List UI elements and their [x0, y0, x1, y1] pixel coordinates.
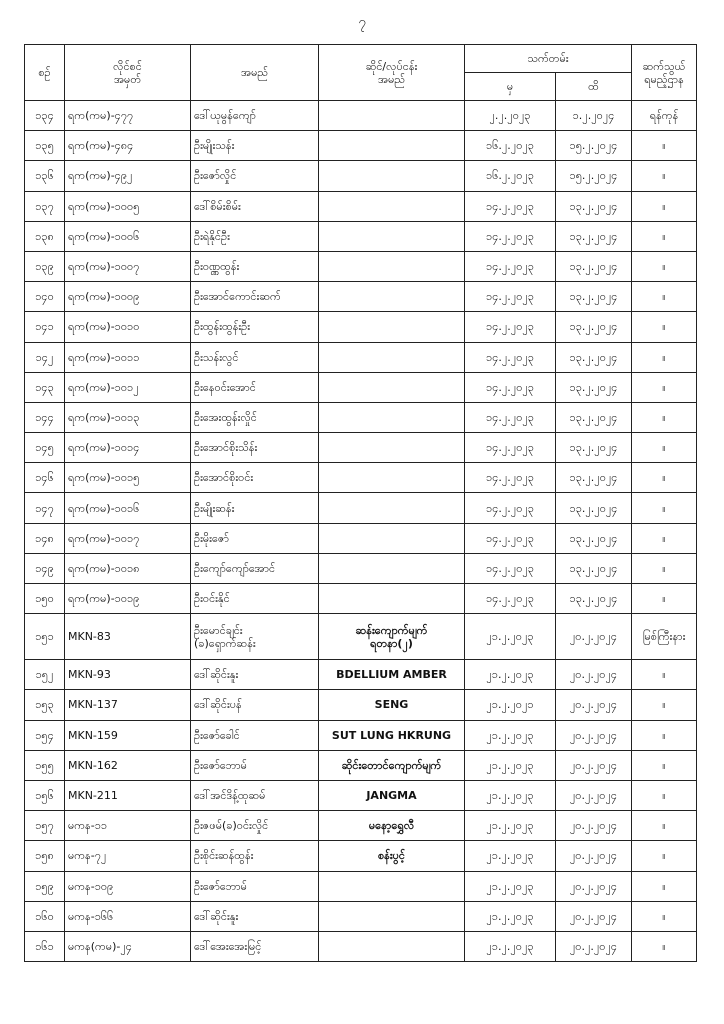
shop-name-cell	[319, 372, 465, 402]
owner-name-cell: ဦးအောင်ကောင်းဆက်	[191, 282, 319, 312]
valid-from-cell: ၁၄.၂.၂၀၂၃	[465, 463, 556, 493]
license-number-cell: ရက(ကမ)-၁၀၁၃	[65, 402, 191, 432]
row-number-cell: ၁၅၀	[25, 584, 65, 614]
owner-name-cell: ဦးသန်းလွင်	[191, 342, 319, 372]
contact-office-cell: ။	[632, 282, 697, 312]
license-number-cell: ရက(ကမ)-၄၇၇	[65, 101, 191, 131]
license-number-cell: မကန-၁၀၉	[65, 871, 191, 901]
owner-name-cell: ဦးဝင်းနိုင်	[191, 584, 319, 614]
valid-to-cell: ၁၃.၂.၂၀၂၄	[556, 553, 632, 583]
valid-to-cell: ၁၅.၂.၂၀၂၄	[556, 161, 632, 191]
owner-name-cell: ဦးထွန်းထွန်းဦး	[191, 312, 319, 342]
valid-to-cell: ၂၀.၂.၂၀၂၄	[556, 931, 632, 961]
valid-from-cell: ၁၄.၂.၂၀၂၃	[465, 523, 556, 553]
row-number-cell: ၁၅၄	[25, 720, 65, 750]
license-number-cell: ရက(ကမ)-၁၀၁၇	[65, 523, 191, 553]
valid-from-cell: ၁၄.၂.၂၀၂၃	[465, 493, 556, 523]
license-number-cell: ရက(ကမ)-၁၀၀၉	[65, 282, 191, 312]
license-number-cell: ရက(ကမ)-၁၀၁၅	[65, 463, 191, 493]
owner-name-cell: ဦးကျော်ကျော်အောင်	[191, 553, 319, 583]
owner-name-cell: ဦးအောင်စိုးဝင်း	[191, 463, 319, 493]
table-row	[25, 841, 697, 871]
table-row	[25, 372, 697, 402]
valid-from-cell: ၂၁.၂.၂၀၂၃	[465, 901, 556, 931]
valid-from-cell: ၂၁.၂.၂၀၂၃	[465, 614, 556, 660]
license-number-cell: ရက(ကမ)-၁၀၁၁	[65, 342, 191, 372]
valid-to-cell: ၁၃.၂.၂၀၂၄	[556, 402, 632, 432]
table-row	[25, 433, 697, 463]
valid-from-cell: ၂၁.၂.၂၀၂၃	[465, 780, 556, 810]
shop-name-cell: ဆိုင်းတောင်ကျောက်မျက်	[319, 750, 465, 780]
license-number-cell: MKN-211	[65, 780, 191, 810]
valid-from-cell: ၁၆.၂.၂၀၂၃	[465, 131, 556, 161]
valid-to-cell: ၁၃.၂.၂၀၂၄	[556, 463, 632, 493]
contact-office-cell: ။	[632, 372, 697, 402]
valid-to-cell: ၂၀.၂.၂၀၂၄	[556, 614, 632, 660]
valid-to-cell: ၂၀.၂.၂၀၂၄	[556, 841, 632, 871]
contact-office-cell: ။	[632, 871, 697, 901]
row-number-cell: ၁၃၉	[25, 251, 65, 281]
row-number-cell: ၁၅၉	[25, 871, 65, 901]
contact-office-cell: ရန်ကုန်	[632, 101, 697, 131]
header-to: ထိ	[556, 73, 632, 101]
valid-from-cell: ၁၄.၂.၂၀၂၃	[465, 221, 556, 251]
contact-office-cell: ။	[632, 553, 697, 583]
shop-name-cell	[319, 342, 465, 372]
shop-name-cell	[319, 931, 465, 961]
license-register-table	[24, 44, 697, 962]
table-row	[25, 342, 697, 372]
owner-name-cell: ဦးမိုးဇော်	[191, 523, 319, 553]
shop-name-cell	[319, 131, 465, 161]
shop-name-cell	[319, 251, 465, 281]
row-number-cell: ၁၄၀	[25, 282, 65, 312]
valid-from-cell: ၂၁.၂.၂၀၂၁	[465, 690, 556, 720]
valid-to-cell: ၁၃.၂.၂၀၂၄	[556, 282, 632, 312]
row-number-cell: ၁၅၅	[25, 750, 65, 780]
table-header	[25, 45, 697, 101]
row-number-cell: ၁၅၇	[25, 811, 65, 841]
valid-from-cell: ၁၄.၂.၂၀၂၃	[465, 191, 556, 221]
contact-office-cell: ။	[632, 191, 697, 221]
valid-to-cell: ၂၀.၂.၂၀၂၄	[556, 901, 632, 931]
valid-from-cell: ၁၄.၂.၂၀၂၃	[465, 372, 556, 402]
owner-name-cell: ဦးစိုင်းဆန်ထွန်း	[191, 841, 319, 871]
header-region: ဆက်သွယ် ရမည့်ဌာန	[632, 45, 697, 101]
license-number-cell: MKN-159	[65, 720, 191, 750]
valid-from-cell: ၂၁.၂.၂၀၂၃	[465, 871, 556, 901]
contact-office-cell: မြစ်ကြီးနား	[632, 614, 697, 660]
owner-name-cell: ဦးမောင်ချင်း (ခ)ရှောက်ဆန်း	[191, 614, 319, 660]
table-row	[25, 131, 697, 161]
contact-office-cell: ။	[632, 312, 697, 342]
owner-name-cell: ဦးရဲနိုင်ဦး	[191, 221, 319, 251]
table-row	[25, 221, 697, 251]
contact-office-cell: ။	[632, 780, 697, 810]
row-number-cell: ၁၄၃	[25, 372, 65, 402]
table-row	[25, 660, 697, 690]
shop-name-cell: BDELLIUM AMBER	[319, 660, 465, 690]
header-validity: သက်တမ်း	[465, 45, 632, 73]
valid-from-cell: ၂၁.၂.၂၀၂၃	[465, 841, 556, 871]
shop-name-cell	[319, 901, 465, 931]
contact-office-cell: ။	[632, 584, 697, 614]
valid-to-cell: ၂၀.၂.၂၀၂၄	[556, 750, 632, 780]
owner-name-cell: ဒေါ်အေးအေးမြင့်	[191, 931, 319, 961]
shop-name-cell: ဆန်းကျောက်မျက် ရတနာ(၂)	[319, 614, 465, 660]
row-number-cell: ၁၄၆	[25, 463, 65, 493]
shop-name-cell	[319, 871, 465, 901]
valid-to-cell: ၁၃.၂.၂၀၂၄	[556, 433, 632, 463]
table-row	[25, 191, 697, 221]
row-number-cell: ၁၃၅	[25, 131, 65, 161]
shop-name-cell	[319, 433, 465, 463]
row-number-cell: ၁၃၈	[25, 221, 65, 251]
page-number: ၇	[358, 15, 366, 30]
row-number-cell: ၁၄၂	[25, 342, 65, 372]
contact-office-cell: ။	[632, 493, 697, 523]
table-row	[25, 871, 697, 901]
shop-name-cell	[319, 493, 465, 523]
table-row	[25, 402, 697, 432]
contact-office-cell: ။	[632, 251, 697, 281]
shop-name-cell	[319, 282, 465, 312]
contact-office-cell: ။	[632, 523, 697, 553]
contact-office-cell: ။	[632, 161, 697, 191]
license-number-cell: ရက(ကမ)-၁၀၁၆	[65, 493, 191, 523]
shop-name-cell	[319, 523, 465, 553]
license-number-cell: ရက(ကမ)-၁၀၁၂	[65, 372, 191, 402]
owner-name-cell: ဦးဝဏ္ဏထွန်း	[191, 251, 319, 281]
owner-name-cell: ဦးဇော်ဘောမ်	[191, 871, 319, 901]
row-number-cell: ၁၅၁	[25, 614, 65, 660]
license-number-cell: ရက(ကမ)-၁၀၀၆	[65, 221, 191, 251]
owner-name-cell: ဦးအောင်စိုးသိန်း	[191, 433, 319, 463]
row-number-cell: ၁၃၄	[25, 101, 65, 131]
contact-office-cell: ။	[632, 720, 697, 750]
table-row	[25, 312, 697, 342]
owner-name-cell: ဒေါ်အင်ဒိန့်ထုဆမ်	[191, 780, 319, 810]
valid-from-cell: ၂၁.၂.၂၀၂၃	[465, 931, 556, 961]
valid-from-cell: ၁၄.၂.၂၀၂၃	[465, 584, 556, 614]
table-body	[25, 101, 697, 962]
table-row	[25, 720, 697, 750]
valid-to-cell: ၁၃.၂.၂၀၂၄	[556, 584, 632, 614]
valid-from-cell: ၁၄.၂.၂၀၂၃	[465, 251, 556, 281]
table-row	[25, 101, 697, 131]
table-row	[25, 780, 697, 810]
header-shop: ဆိုင်/လုပ်ငန်း အမည်	[319, 45, 465, 101]
row-number-cell: ၁၃၆	[25, 161, 65, 191]
shop-name-cell: JANGMA	[319, 780, 465, 810]
owner-name-cell: ဦးဇော်ခေါင်	[191, 720, 319, 750]
row-number-cell: ၁၅၆	[25, 780, 65, 810]
license-number-cell: ရက(ကမ)-၁၀၁၈	[65, 553, 191, 583]
row-number-cell: ၁၅၈	[25, 841, 65, 871]
table-row	[25, 690, 697, 720]
valid-to-cell: ၁၃.၂.၂၀၂၄	[556, 523, 632, 553]
row-number-cell: ၁၄၁	[25, 312, 65, 342]
valid-from-cell: ၂၁.၂.၂၀၂၃	[465, 750, 556, 780]
valid-to-cell: ၂၀.၂.၂၀၂၄	[556, 660, 632, 690]
contact-office-cell: ။	[632, 433, 697, 463]
header-license: လိုင်စင် အမှတ်	[65, 45, 191, 101]
valid-to-cell: ၁၃.၂.၂၀၂၄	[556, 312, 632, 342]
contact-office-cell: ။	[632, 402, 697, 432]
valid-to-cell: ၂၀.၂.၂၀၂၄	[556, 720, 632, 750]
license-number-cell: မကန-၁၆၆	[65, 901, 191, 931]
table-row	[25, 750, 697, 780]
owner-name-cell: ဒေါ်ဆိုင်းနူး	[191, 901, 319, 931]
table-row	[25, 463, 697, 493]
license-number-cell: MKN-162	[65, 750, 191, 780]
valid-to-cell: ၁၃.၂.၂၀၂၄	[556, 372, 632, 402]
valid-from-cell: ၁၄.၂.၂၀၂၃	[465, 312, 556, 342]
valid-from-cell: ၁၄.၂.၂၀၂၃	[465, 553, 556, 583]
contact-office-cell: ။	[632, 660, 697, 690]
valid-to-cell: ၂၀.၂.၂၀၂၄	[556, 811, 632, 841]
license-number-cell: ရက(ကမ)-၁၀၁၉	[65, 584, 191, 614]
shop-name-cell	[319, 584, 465, 614]
contact-office-cell: ။	[632, 342, 697, 372]
valid-to-cell: ၁၃.၂.၂၀၂၄	[556, 251, 632, 281]
header-no: စဉ်	[25, 45, 65, 101]
contact-office-cell: ။	[632, 811, 697, 841]
valid-to-cell: ၁၃.၂.၂၀၂၄	[556, 221, 632, 251]
row-number-cell: ၁၄၉	[25, 553, 65, 583]
shop-name-cell	[319, 312, 465, 342]
row-number-cell: ၁၆၁	[25, 931, 65, 961]
row-number-cell: ၁၅၂	[25, 660, 65, 690]
license-number-cell: MKN-137	[65, 690, 191, 720]
valid-from-cell: ၂၁.၂.၂၀၂၃	[465, 660, 556, 690]
valid-from-cell: ၁၄.၂.၂၀၂၃	[465, 433, 556, 463]
header-name: အမည်	[191, 45, 319, 101]
contact-office-cell: ။	[632, 901, 697, 931]
valid-from-cell: ၂၁.၂.၂၀၂၃	[465, 720, 556, 750]
table-row	[25, 282, 697, 312]
table-row	[25, 901, 697, 931]
valid-to-cell: ၁၃.၂.၂၀၂၄	[556, 342, 632, 372]
valid-to-cell: ၂၀.၂.၂၀၂၄	[556, 871, 632, 901]
row-number-cell: ၁၄၅	[25, 433, 65, 463]
table-row	[25, 553, 697, 583]
valid-from-cell: ၁၄.၂.၂၀၂၃	[465, 282, 556, 312]
license-number-cell: MKN-93	[65, 660, 191, 690]
shop-name-cell	[319, 191, 465, 221]
owner-name-cell: ဦးမျိုးသန်း	[191, 131, 319, 161]
table-row	[25, 161, 697, 191]
valid-to-cell: ၁.၂.၂၀၂၄	[556, 101, 632, 131]
row-number-cell: ၁၅၃	[25, 690, 65, 720]
table-row	[25, 931, 697, 961]
license-number-cell: MKN-83	[65, 614, 191, 660]
valid-from-cell: ၁၄.၂.၂၀၂၃	[465, 342, 556, 372]
owner-name-cell: ဦးမျိုးဆန်း	[191, 493, 319, 523]
table-row	[25, 493, 697, 523]
owner-name-cell: ဒေါ်ဆိုင်းပန်	[191, 690, 319, 720]
contact-office-cell: ။	[632, 841, 697, 871]
license-number-cell: ရက(ကမ)-၁၀၁၀	[65, 312, 191, 342]
contact-office-cell: ။	[632, 931, 697, 961]
contact-office-cell: ။	[632, 221, 697, 251]
contact-office-cell: ။	[632, 131, 697, 161]
row-number-cell: ၁၃၇	[25, 191, 65, 221]
valid-from-cell: ၁၆.၂.၂၀၂၃	[465, 161, 556, 191]
owner-name-cell: ဒေါ်ဆိုင်းနူး	[191, 660, 319, 690]
row-number-cell: ၁၄၈	[25, 523, 65, 553]
license-number-cell: မကန(ကမ)-၂၄	[65, 931, 191, 961]
contact-office-cell: ။	[632, 750, 697, 780]
valid-to-cell: ၁၅.၂.၂၀၂၄	[556, 131, 632, 161]
owner-name-cell: ဒေါ်စိမ်းစိမ်း	[191, 191, 319, 221]
contact-office-cell: ။	[632, 463, 697, 493]
shop-name-cell: SUT LUNG HKRUNG	[319, 720, 465, 750]
valid-to-cell: ၂၀.၂.၂၀၂၄	[556, 690, 632, 720]
table-row	[25, 614, 697, 660]
table-row	[25, 811, 697, 841]
header-from: မှ	[465, 73, 556, 101]
license-number-cell: ရက(ကမ)-၄၉၂	[65, 161, 191, 191]
row-number-cell: ၁၄၄	[25, 402, 65, 432]
valid-to-cell: ၁၃.၂.၂၀၂၄	[556, 191, 632, 221]
valid-to-cell: ၂၀.၂.၂၀၂၄	[556, 780, 632, 810]
license-number-cell: မကန-၁၁	[65, 811, 191, 841]
owner-name-cell: ဦးနေဝင်းအောင်	[191, 372, 319, 402]
row-number-cell: ၁၄၇	[25, 493, 65, 523]
shop-name-cell: စန်းပွင့်	[319, 841, 465, 871]
shop-name-cell	[319, 402, 465, 432]
shop-name-cell: SENG	[319, 690, 465, 720]
shop-name-cell	[319, 463, 465, 493]
table-row	[25, 584, 697, 614]
shop-name-cell: မနော့ရွှေလီ	[319, 811, 465, 841]
owner-name-cell: ဦးအေးထွန်းလှိုင်	[191, 402, 319, 432]
valid-to-cell: ၁၃.၂.၂၀၂၄	[556, 493, 632, 523]
owner-name-cell: ဦးဇော်လှိုင်	[191, 161, 319, 191]
owner-name-cell: ဒေါ်ယုမွန်ကျော်	[191, 101, 319, 131]
table-row	[25, 523, 697, 553]
valid-from-cell: ၂၁.၂.၂၀၂၃	[465, 811, 556, 841]
license-number-cell: ရက(ကမ)-၁၀၁၄	[65, 433, 191, 463]
owner-name-cell: ဦးဇဖမ်(ခ)ဝင်းလှိုင်	[191, 811, 319, 841]
shop-name-cell	[319, 553, 465, 583]
owner-name-cell: ဦးဇော်ဘောမ်	[191, 750, 319, 780]
license-number-cell: ရက(ကမ)-၄၈၄	[65, 131, 191, 161]
valid-from-cell: ၂.၂.၂၀၂၃	[465, 101, 556, 131]
shop-name-cell	[319, 221, 465, 251]
shop-name-cell	[319, 101, 465, 131]
shop-name-cell	[319, 161, 465, 191]
license-number-cell: မကန-၇၂	[65, 841, 191, 871]
valid-from-cell: ၁၄.၂.၂၀၂၃	[465, 402, 556, 432]
row-number-cell: ၁၆၀	[25, 901, 65, 931]
contact-office-cell: ။	[632, 690, 697, 720]
license-number-cell: ရက(ကမ)-၁၀၀၇	[65, 251, 191, 281]
license-number-cell: ရက(ကမ)-၁၀၀၅	[65, 191, 191, 221]
table-row	[25, 251, 697, 281]
